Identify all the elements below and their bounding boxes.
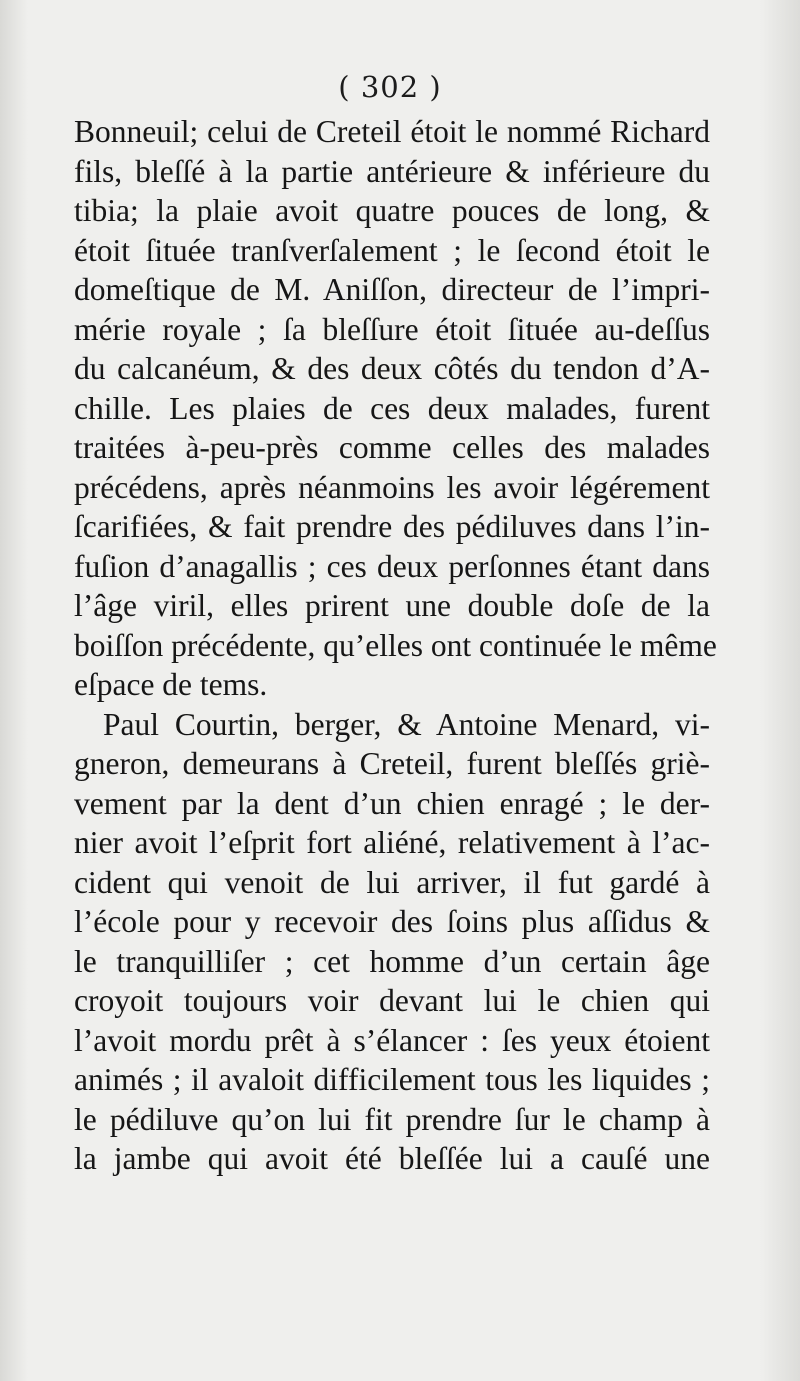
text-line: traitées à-peu-près comme celles des malades xyxy=(74,430,710,465)
page-number: ( 302 ) xyxy=(338,70,442,104)
text-line: précédens, après néanmoins les avoir légérement xyxy=(74,469,710,505)
text-line: croyoit toujours voir devant lui le chien qui xyxy=(74,983,710,1018)
text-line: fils, bleſſé à la partie antérieure & inférieure du xyxy=(74,153,710,189)
text-line: la jambe qui avoit été bleſſée lui a cauſé une xyxy=(74,1141,710,1176)
text-line: vement par la dent d’un chien enragé ; le der- xyxy=(74,785,710,821)
text-line: ſcarifiées, & fait prendre des pédiluves dans l’in- xyxy=(74,509,710,544)
text-line: le tranquilliſer ; cet homme d’un certain âge xyxy=(74,943,710,979)
text-line: Bonneuil; celui de Creteil étoit le nommé Richard xyxy=(74,114,710,149)
text-line: cident qui venoit de lui arriver, il fut gardé à xyxy=(74,864,710,900)
text-line: animés ; il avaloit difficilement tous les liquides ; xyxy=(74,1062,710,1097)
body-text xyxy=(74,112,717,1179)
text-line: tibia; la plaie avoit quatre pouces de long, & xyxy=(74,193,710,228)
text-line: l’école pour y recevoir des ſoins plus aſſidus & xyxy=(74,904,710,939)
text-line: du calcanéum, & des deux côtés du tendon d’A- xyxy=(74,351,710,386)
text-line: l’âge viril, elles prirent une double doſe de la xyxy=(74,588,710,623)
text-line: nier avoit l’eſprit fort aliéné, relativement à l’ac- xyxy=(74,825,710,860)
text-line: étoit ſituée tranſverſalement ; le ſecond étoit le xyxy=(74,232,710,268)
text-line: Paul Courtin, berger, & Antoine Menard, vi- xyxy=(103,706,710,742)
text-line: mérie royale ; ſa bleſſure étoit ſituée au-deſſus xyxy=(74,311,710,347)
text-line: domeſtique de M. Aniſſon, directeur de l’impri- xyxy=(74,272,710,307)
text-line: boiſſon précédente, qu’elles ont continuée le même xyxy=(74,627,717,663)
text-line: chille. Les plaies de ces deux malades, furent xyxy=(74,390,710,426)
text-line: l’avoit mordu prêt à s’élancer : ſes yeux étoient xyxy=(74,1022,710,1058)
text-line: gneron, demeurans à Creteil, furent bleſſés griè- xyxy=(74,746,710,781)
text-line: le pédiluve qu’on lui fit prendre ſur le champ à xyxy=(74,1101,710,1137)
text-line: fuſion d’anagallis ; ces deux perſonnes étant dans xyxy=(74,548,710,584)
text-line: eſpace de tems. xyxy=(74,667,268,702)
